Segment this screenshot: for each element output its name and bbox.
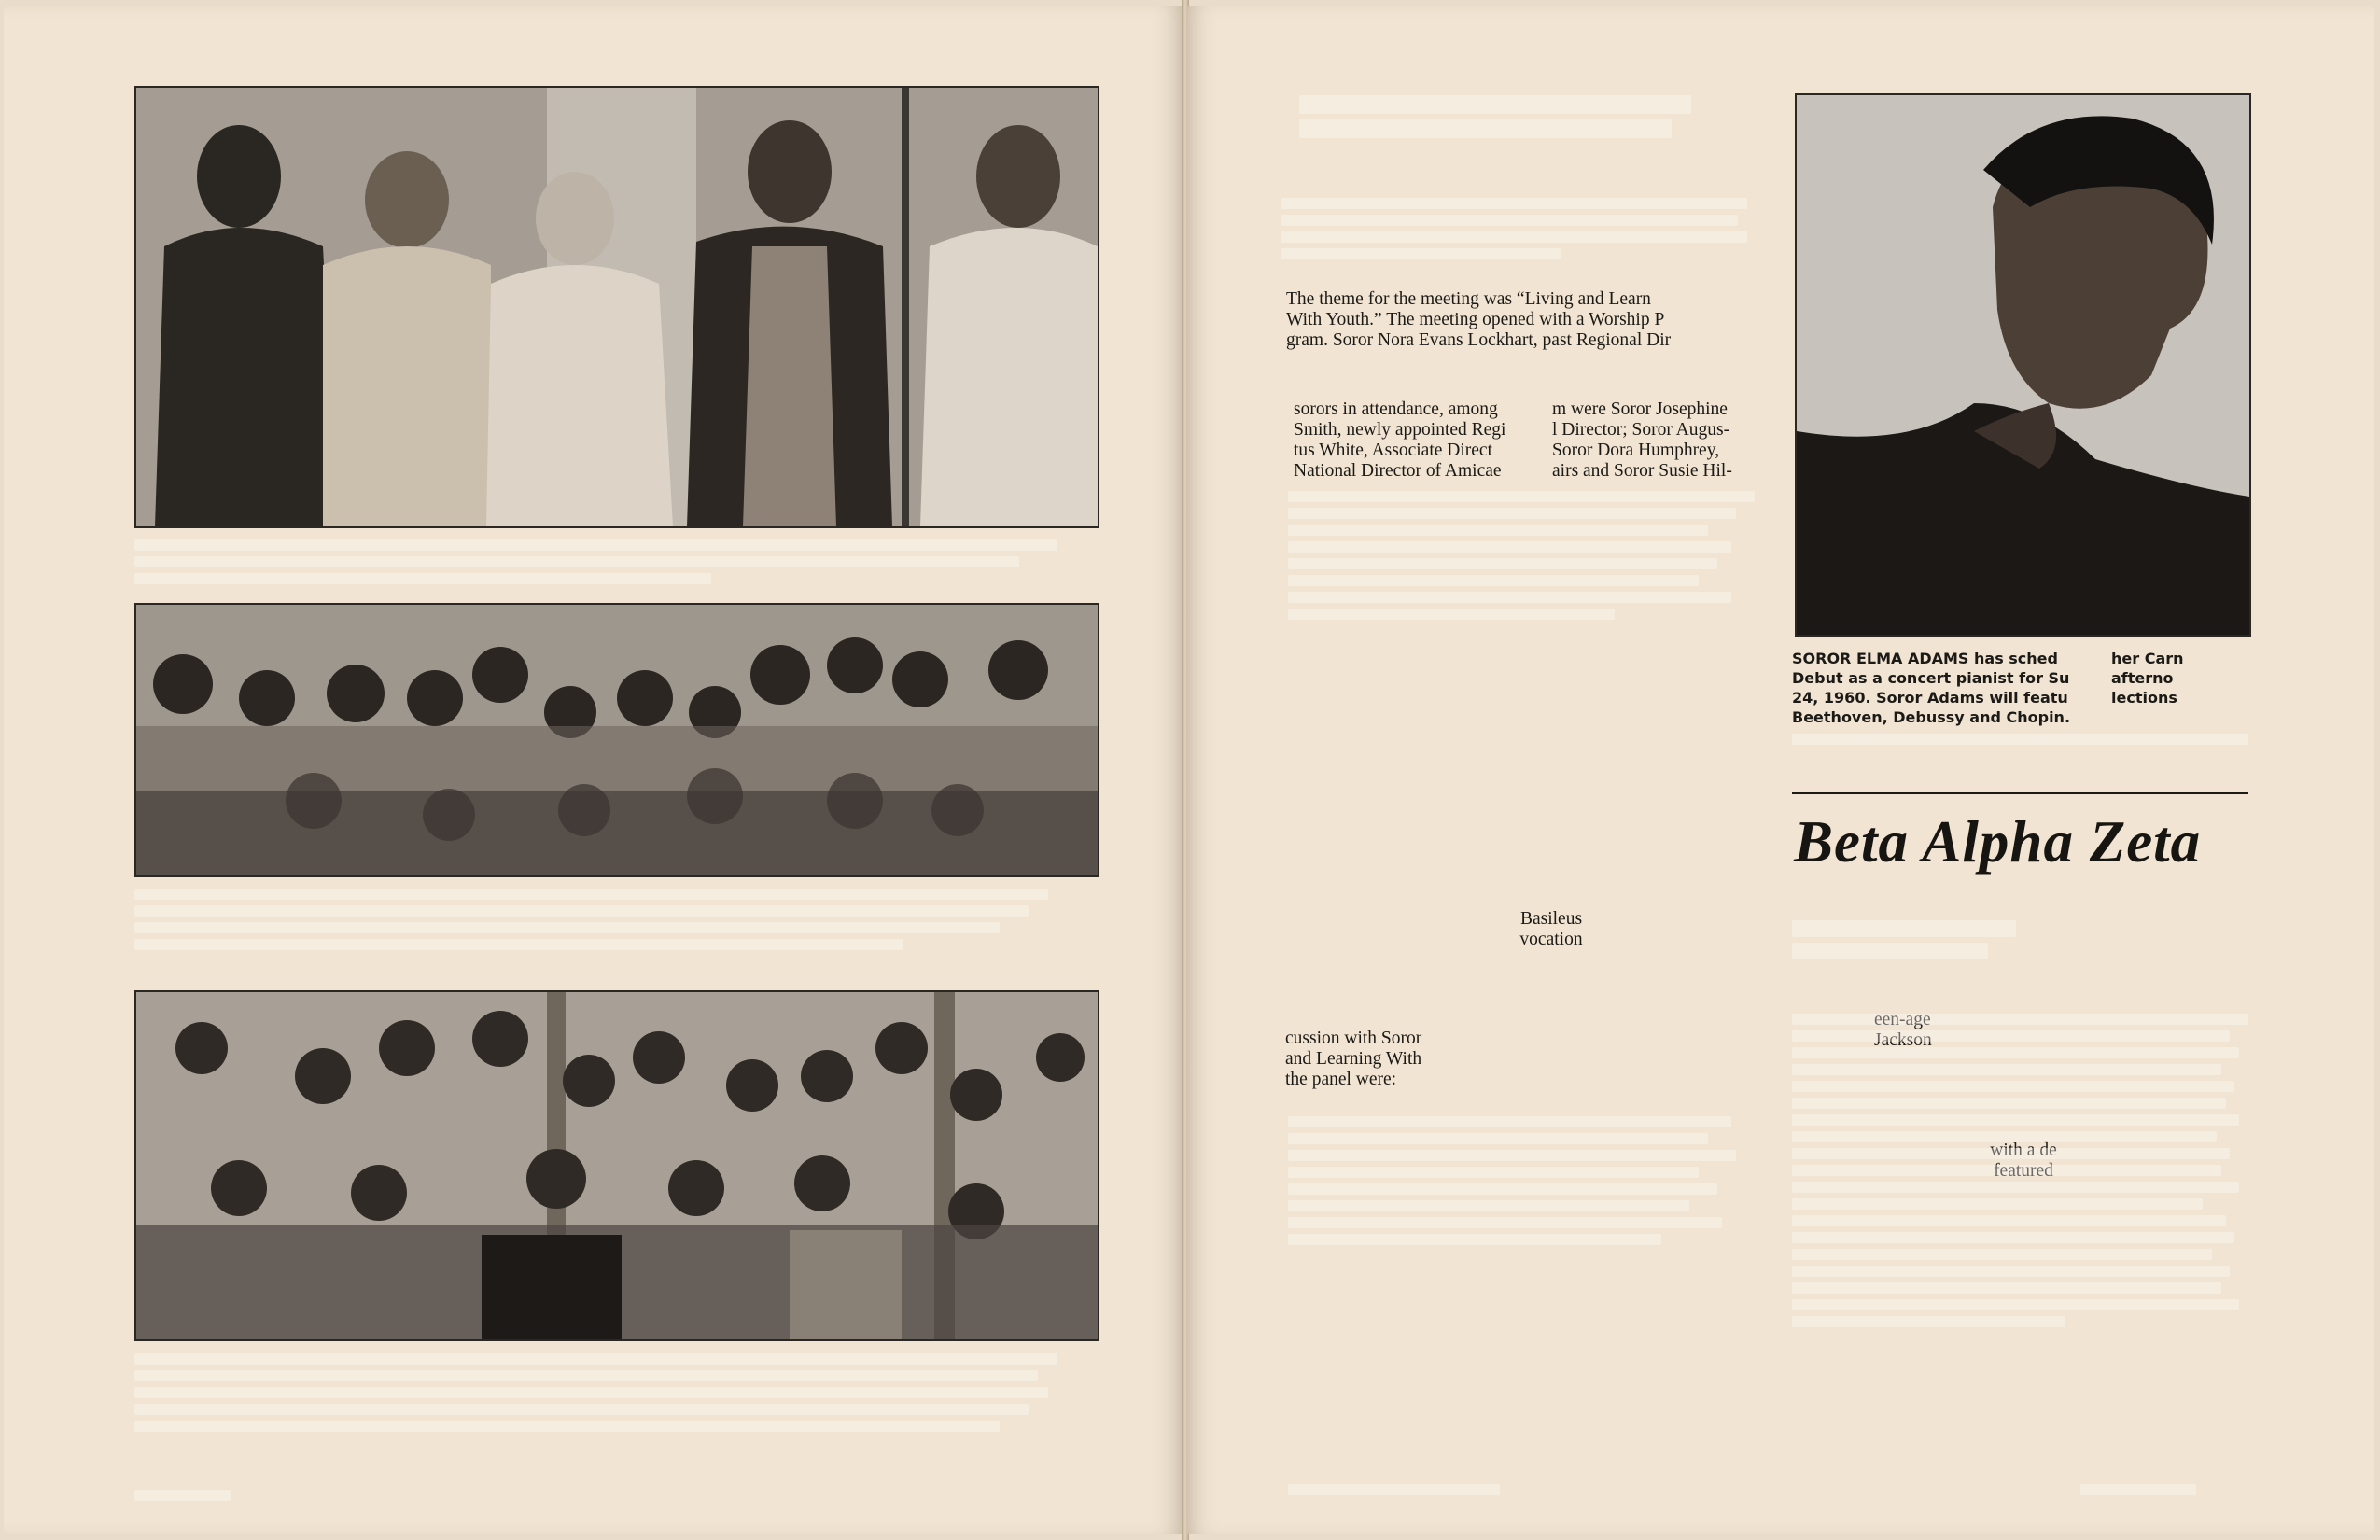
left-page [4,6,1182,1534]
paragraph-basileus: Basileus vocation [1519,909,1583,949]
paragraph-featured: with a de featured [1990,1141,2057,1181]
paragraph-theme: The theme for the meeting was “Living and Learn With Youth.” The meeting opened with a Worship P gram. Soror Nora Evans Lockhart, past Regional Dir [1286,289,1672,350]
paragraph-teenage: een-age Jackson [1874,1010,1932,1050]
photo-caption-1 [134,534,1096,590]
paragraph-attendance-right: m were Soror Josephine l Director; Soror Augus- Soror Dora Humphrey, airs and Soror Susie Hil- [1552,399,1732,481]
chapter-title: Beta Alpha Zeta [1794,809,2202,875]
group-photo-five-women [134,86,1099,528]
photo-caption-3 [134,1348,1096,1437]
portrait-caption-right: her Carn afterno lections [2111,650,2184,707]
group-photo-seated [134,990,1099,1341]
page-footer-right [1288,1478,2249,1507]
page-footer-left [134,1484,1096,1513]
article-intro-faded [1281,192,1747,265]
paragraph-attendance-left: sorors in attendance, among Smith, newly appointed Regi tus White, Associate Direct National Director of Amicae [1294,399,1506,481]
paragraph-discussion: cussion with Soror and Learning With the panel were: [1285,1029,1422,1089]
group-photo-large-row [134,603,1099,877]
article-heading-faded [1299,90,1691,144]
article-body-faded-2 [1288,1111,1755,1251]
chapter-subhead-faded [1792,915,2072,965]
portrait-caption-faded [1792,728,2248,750]
article-body-faded-1 [1288,485,1755,625]
portrait-elma-adams [1795,93,2251,637]
portrait-caption-left: SOROR ELMA ADAMS has sched Debut as a concert pianist for Su 24, 1960. Soror Adams will featu Beethoven, Debussy and Chopin. [1792,650,2071,726]
section-divider [1792,792,2248,794]
chapter-body-faded [1792,1008,2248,1333]
photo-caption-2 [134,883,1096,956]
